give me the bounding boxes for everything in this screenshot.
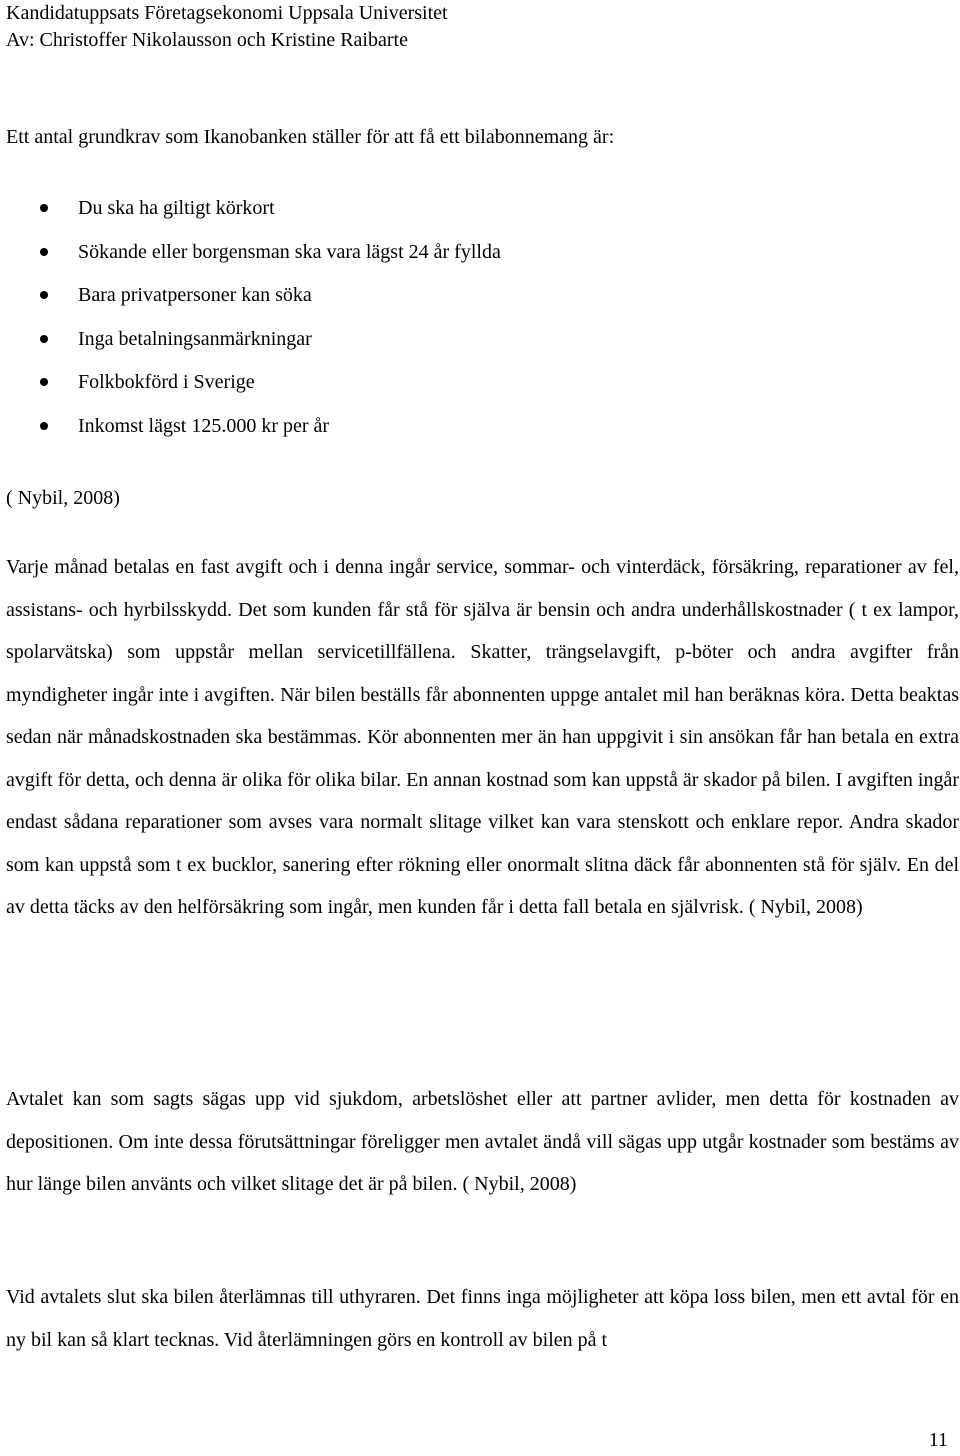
intro-sentence: Ett antal grundkrav som Ikanobanken ställer för att få ett bilabonnemang är: — [6, 126, 615, 148]
citation: ( Nybil, 2008) — [6, 487, 120, 509]
paragraph-fees: Varje månad betalas en fast avgift och i denna ingår service, sommar- och vinterdäck, försäkring, reparationer av fel, assistans- och hyrbilsskydd. Det som kunden får stå för själva är bensin och andra underhållskostnader ( t ex lampor, spolarvätska) som uppstår mellan servicetillfällena. Skatter, trängselavgift, p-böter och andra avgifter från myndigheter ingår inte i avgiften. När bilen beställs får abonnenten uppge antalet mil han beräknas köra. Detta beaktas sedan när månadskostnaden ska bestämmas. Kör abonnenten mer än han uppgivit i sin ansökan får han betala en extra avgift för detta, och denna är olika för olika bilar. En annan kostnad som kan uppstå är skador på bilen. I avgiften ingår endast sådana reparationer som avses vara normalt slitage vilket kan vara stenskott och enklare repor. Andra skador som kan uppstå som t ex bucklor, sanering efter rökning eller onormalt slitna däck får abonnenten stå för själv. En del av detta täcks av den helförsäkring som ingår, men kunden får i detta fall betala en självrisk. ( Nybil, 2008) — [6, 556, 959, 918]
header-line-1: Kandidatuppsats Företagsekonomi Uppsala Universitet — [6, 2, 448, 24]
paragraph-cancellation: Avtalet kan som sagts sägas upp vid sjukdom, arbetslöshet eller att partner avlider, men detta för kostnaden av depositionen. Om inte dessa förutsättningar föreligger men avtalet ändå vill sägas upp utgår kostnader som bestäms av hur länge bilen använts och vilket slitage det är på bilen. ( Nybil, 2008) — [6, 1088, 959, 1195]
bullet-icon — [40, 335, 48, 343]
bullet-icon — [40, 248, 48, 256]
bullet-icon — [40, 291, 48, 299]
list-item-text: Inkomst lägst 125.000 kr per år — [78, 414, 330, 437]
bullet-icon — [40, 204, 48, 212]
list-item-text: Inga betalningsanmärkningar — [78, 327, 312, 350]
list-item-text: Folkbokförd i Sverige — [78, 371, 255, 394]
header-line-2: Av: Christoffer Nikolausson och Kristine Raibarte — [6, 29, 408, 51]
list-item-text: Du ska ha giltigt körkort — [78, 197, 275, 219]
page-header — [6, 0, 448, 54]
list-item-text: Sökande eller borgensman ska vara lägst 24 år fyllda — [78, 240, 501, 263]
bullet-icon — [40, 378, 48, 386]
paragraph-return: Vid avtalets slut ska bilen återlämnas till uthyraren. Det finns inga möjligheter att köpa loss bilen, men ett avtal för en ny bil kan så klart tecknas. Vid återlämningen görs en kontroll av bilen på t — [6, 1286, 959, 1351]
list-item-text: Bara privatpersoner kan söka — [78, 284, 312, 307]
bullet-icon — [40, 422, 48, 430]
page-number: 11 — [928, 1429, 948, 1451]
